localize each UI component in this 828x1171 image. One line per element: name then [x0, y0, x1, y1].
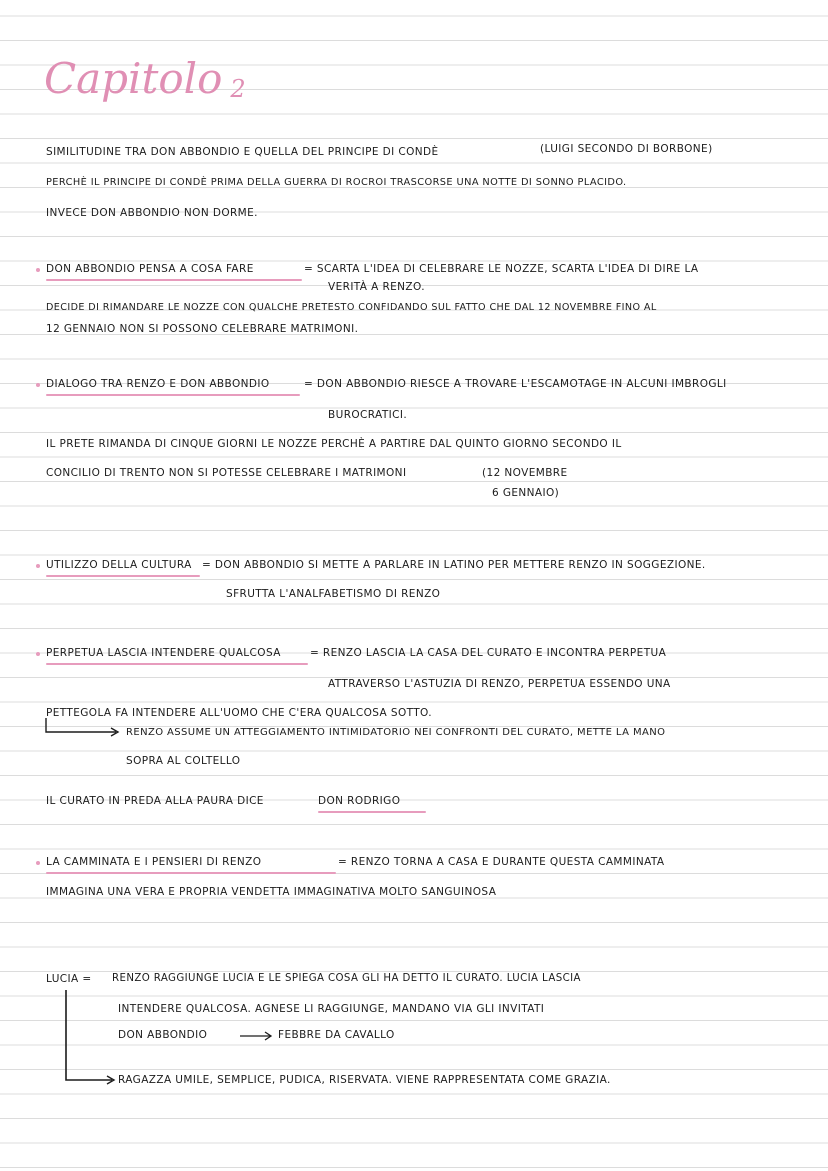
- section-5-heading: LA CAMMINATA E I PENSIERI DI RENZO: [46, 856, 262, 868]
- section-6-result: FEBBRE DA CAVALLO: [278, 1029, 395, 1041]
- section-2-line-c: IL PRETE RIMANDA DI CINQUE GIORNI LE NOZZE PERCHÈ A PARTIRE DAL QUINTO GIORNO SECONDO IL: [46, 438, 622, 450]
- section-4-heading: PERPETUA LASCIA INTENDERE QUALCOSA: [46, 647, 281, 659]
- section-5-line-b: IMMAGINA UNA VERA E PROPRIA VENDETTA IMMAGINATIVA MOLTO SANGUINOSA: [46, 886, 497, 898]
- intro-line-2: PERCHÈ IL PRINCIPE DI CONDÈ PRIMA DELLA GUERRA DI ROCROI TRASCORSE UNA NOTTE DI SONNO PLACIDO.: [46, 177, 627, 188]
- section-4-line-d: RENZO ASSUME UN ATTEGGIAMENTO INTIMIDATORIO NEI CONFRONTI DEL CURATO, METTE LA MANO: [126, 727, 666, 738]
- chapter-number: 2: [230, 75, 246, 103]
- section-4-line-b: ATTRAVERSO L'ASTUZIA DI RENZO, PERPETUA ESSENDO UNA: [328, 678, 671, 690]
- section-1-line-b: VERITÀ A RENZO.: [328, 281, 426, 293]
- section-2-heading: DIALOGO TRA RENZO E DON ABBONDIO: [46, 378, 270, 390]
- section-2-underline: [46, 394, 300, 396]
- section-2-note-1: (12 NOVEMBRE: [482, 467, 568, 479]
- section-4-name-underline: [318, 811, 426, 813]
- section-bullet: [36, 383, 40, 387]
- title-text: Capitolo: [44, 54, 223, 103]
- section-5-line-a: = RENZO TORNA A CASA E DURANTE QUESTA CAMMINATA: [338, 856, 665, 868]
- section-5-underline: [46, 872, 336, 874]
- section-bullet: [36, 564, 40, 568]
- intro-line-1: SIMILITUDINE TRA DON ABBONDIO E QUELLA DEL PRINCIPE DI CONDÈ: [46, 146, 439, 158]
- section-4-line-a: = RENZO LASCIA LA CASA DEL CURATO E INCONTRA PERPETUA: [310, 647, 667, 659]
- arrow-right-icon: [240, 1030, 276, 1042]
- section-bullet: [36, 861, 40, 865]
- section-6-line-a: RENZO RAGGIUNGE LUCIA E LE SPIEGA COSA GLI HA DETTO IL CURATO. LUCIA LASCIA: [112, 973, 581, 984]
- section-1-underline: [46, 279, 302, 281]
- section-2-line-a: = DON ABBONDIO RIESCE A TROVARE L'ESCAMOTAGE IN ALCUNI IMBROGLI: [304, 378, 727, 390]
- intro-line-3: INVECE DON ABBONDIO NON DORME.: [46, 207, 258, 219]
- section-3-heading: UTILIZZO DELLA CULTURA: [46, 559, 192, 571]
- section-2-line-d: CONCILIO DI TRENTO NON SI POTESSE CELEBRARE I MATRIMONI: [46, 467, 407, 479]
- intro-line-1-note: (LUIGI SECONDO DI BORBONE): [540, 143, 713, 155]
- section-3-line-a: = DON ABBONDIO SI METTE A PARLARE IN LATINO PER METTERE RENZO IN SOGGEZIONE.: [202, 559, 706, 571]
- section-4-underline: [46, 663, 308, 665]
- section-bullet: [36, 652, 40, 656]
- section-6-line-b: INTENDERE QUALCOSA. AGNESE LI RAGGIUNGE, MANDANO VIA GLI INVITATI: [118, 1003, 545, 1015]
- page-title: [44, 54, 246, 103]
- section-1-heading: DON ABBONDIO PENSA A COSA FARE: [46, 263, 254, 275]
- section-6-line-c: DON ABBONDIO: [118, 1029, 208, 1041]
- section-4-name: DON RODRIGO: [318, 795, 401, 807]
- section-1-line-a: = SCARTA L'IDEA DI CELEBRARE LE NOZZE, SCARTA L'IDEA DI DIRE LA: [304, 263, 699, 275]
- section-6-label: LUCIA =: [46, 973, 92, 985]
- section-bullet: [36, 268, 40, 272]
- arrow-icon: [44, 718, 124, 738]
- bracket-arrow-icon: [60, 988, 120, 1088]
- section-4-line-e: SOPRA AL COLTELLO: [126, 755, 241, 767]
- section-1-line-d: 12 GENNAIO NON SI POSSONO CELEBRARE MATRIMONI.: [46, 323, 359, 335]
- section-3-line-b: SFRUTTA L'ANALFABETISMO DI RENZO: [226, 588, 441, 600]
- section-2-note-2: 6 GENNAIO): [492, 487, 560, 499]
- section-6-line-d: RAGAZZA UMILE, SEMPLICE, PUDICA, RISERVATA. VIENE RAPPRESENTATA COME GRAZIA.: [118, 1074, 611, 1086]
- section-4-line-c: PETTEGOLA FA INTENDERE ALL'UOMO CHE C'ERA QUALCOSA SOTTO.: [46, 707, 433, 719]
- section-3-underline: [46, 575, 200, 577]
- section-4-line-f: IL CURATO IN PREDA ALLA PAURA DICE: [46, 795, 264, 807]
- section-2-line-b: BUROCRATICI.: [328, 409, 408, 421]
- section-1-line-c: DECIDE DI RIMANDARE LE NOZZE CON QUALCHE PRETESTO CONFIDANDO SUL FATTO CHE DAL 12 NOVEMBRE FINO AL: [46, 302, 657, 313]
